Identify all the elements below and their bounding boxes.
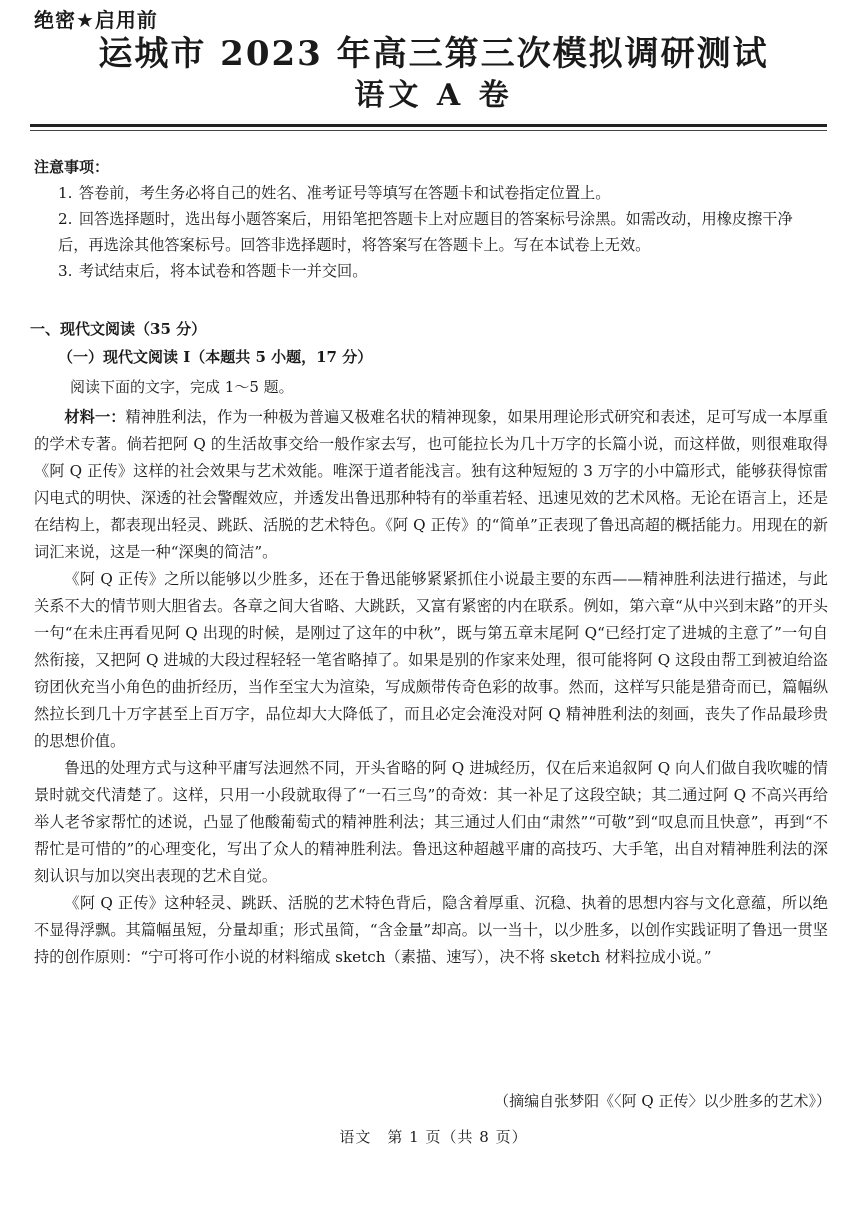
material-text [34, 404, 828, 971]
notice-item-number: 3. [58, 262, 73, 280]
notice-item [58, 206, 818, 258]
material-paragraph: 鲁迅的处理方式与这种平庸写法迥然不同，开头省略的阿 Q 进城经历，仅在后来追叙阿 Q 向人们做自我吹嘘的情景时就交代清楚了。这样，只用一小段就取得了“一石三鸟”的奇效：其一补足了这段空缺；其二通过阿 Q 不高兴再给举人老爷家帮忙的述说，凸显了他酸葡萄式的精神胜利法；其三通过人们由“肃然”“可敬”到“叹息而且快意”，再到“不帮忙是可惜的”的心理变化，写出了众人的精神胜利法。鲁迅这种超越平庸的高技巧、大手笔，出自对精神胜利法的深刻认识与加以突出表现的艺术自觉。 [34, 759, 828, 885]
notice-item-number: 2. [58, 210, 73, 228]
page-footer: 语文 第 1 页（共 8 页） [339, 1128, 528, 1146]
confidential-label: 绝密★启用前 [34, 8, 158, 32]
notice-item-text: 考试结束后，将本试卷和答题卡一并交回。 [78, 262, 368, 280]
reading-instruction: 阅读下面的文字，完成 1～5 题。 [70, 378, 294, 396]
exam-title: 运城市 2023 年高三第三次模拟调研测试 [98, 34, 769, 74]
material-lead: 材料一： [64, 408, 126, 426]
material-paragraph: 《阿 Q 正传》之所以能够以少胜多，还在于鲁迅能够紧紧抓住小说最主要的东西——精神胜利法进行描述，与此关系不大的情节则大胆省去。各章之间大省略、大跳跃，又富有紧密的内在联系。例如，第六章“从中兴到末路”的开头一句“在未庄再看见阿 Q 出现的时候，是刚过了这年的中秋”，既与第五章末尾阿 Q“已经打定了进城的主意了”一句自然衔接，又把阿 Q 进城的大段过程轻轻一笔省略掉了。如果是别的作家来处理，很可能将阿 Q 这段由帮工到被迫给盗窃团伙充当小角色的曲折经历，当作至宝大为渲染，写成颇带传奇色彩的故事。然而，这样写只能是猎奇而已，篇幅纵然拉长到几十万字甚至上百万字，品位却大大降低了，而且必定会淹没对阿 Q 精神胜利法的刻画，丧失了作品最珍贵的思想价值。 [34, 570, 828, 750]
material-paragraph: 《阿 Q 正传》这种轻灵、跳跃、活脱的艺术特色背后，隐含着厚重、沉稳、执着的思想内容与文化意蕴，所以绝不显得浮飘。其篇幅虽短，分量却重；形式虽简，“含金量”却高。以一当十，以少胜多，以创作实践证明了鲁迅一贯坚持的创作原则：“宁可将可作小说的材料缩成 sketch（素描、速写），决不将 sketch 材料拉成小说。” [34, 894, 828, 966]
section-subheading: （一）现代文阅读 Ⅰ（本题共 5 小题，17 分） [58, 348, 373, 366]
notice-item [58, 258, 818, 284]
exam-subtitle: 语文 A 卷 [354, 78, 513, 113]
notice-item [58, 180, 818, 206]
header-rule-thin [30, 130, 827, 131]
notice-item-number: 1. [58, 184, 73, 202]
header-rule-thick [30, 124, 827, 127]
section-heading: 一、现代文阅读（35 分） [30, 320, 207, 338]
notice-title: 注意事项： [34, 158, 110, 176]
notice-item-text: 回答选择题时，选出每小题答案后，用铅笔把答题卡上对应题目的答案标号涂黑。如需改动，用橡皮擦干净后，再选涂其他答案标号。回答非选择题时，将答案写在答题卡上。写在本试卷上无效。 [58, 210, 793, 254]
notice-list [58, 180, 818, 284]
material-source: （摘编自张梦阳《〈阿 Q 正传〉以少胜多的艺术》） [494, 1092, 831, 1110]
notice-item-text: 答卷前，考生务必将自己的姓名、准考证号等填写在答题卡和试卷指定位置上。 [78, 184, 611, 202]
material-paragraph: 材料一：精神胜利法，作为一种极为普遍又极难名状的精神现象，如果用理论形式研究和表述，足可写成一本厚重的学术专著。倘若把阿 Q 的生活故事交给一般作家去写，也可能拉长为几十万字的长篇小说，而这样做，则很难取得《阿 Q 正传》这样的社会效果与艺术效能。唯深于道者能浅言。独有这种短短的 3 万字的小中篇形式，能够获得惊雷闪电式的明快、深透的社会警醒效应，并透发出鲁迅那种特有的举重若轻、迅速见效的艺术风格。无论在语言上，还是在结构上，都表现出轻灵、跳跃、活脱的艺术特色。《阿 Q 正传》的“简单”正表现了鲁迅高超的概括能力。用现在的新词汇来说，这是一种“深奥的简洁”。 [34, 408, 829, 561]
